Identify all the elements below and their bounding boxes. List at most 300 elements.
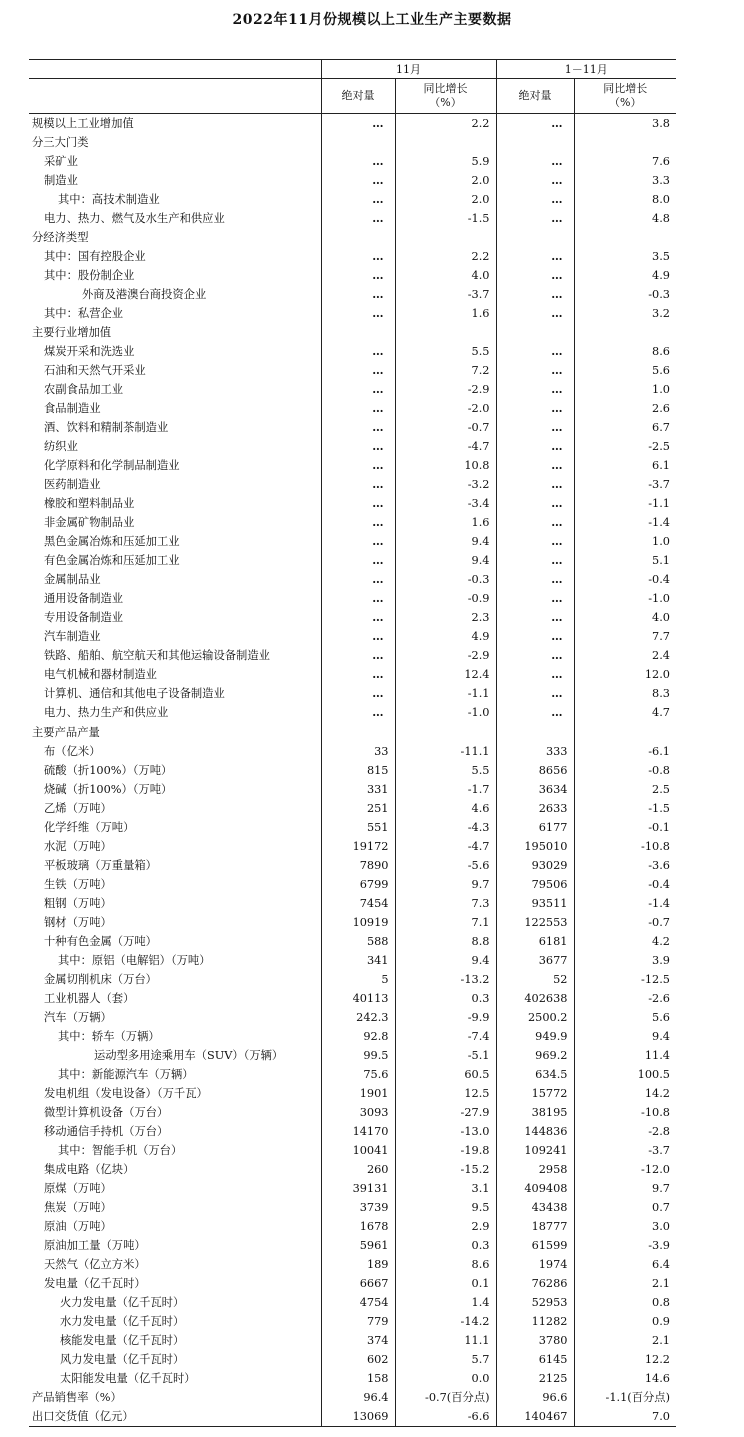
ytd-abs-value: … bbox=[496, 627, 574, 646]
table-row bbox=[29, 1388, 676, 1407]
table-row bbox=[29, 799, 676, 818]
row-label: 制造业 bbox=[44, 174, 78, 188]
month-growth-value: 7.1 bbox=[395, 913, 496, 932]
month-growth-value bbox=[395, 723, 496, 742]
month-growth-value: 8.6 bbox=[395, 1255, 496, 1274]
month-growth-value: -7.4 bbox=[395, 1027, 496, 1046]
month-growth-value: -14.2 bbox=[395, 1312, 496, 1331]
table-row bbox=[29, 780, 676, 799]
table-row bbox=[29, 342, 676, 361]
ytd-growth-value: 12.2 bbox=[574, 1350, 676, 1369]
table-row bbox=[29, 494, 676, 513]
month-abs-value: … bbox=[321, 266, 395, 285]
month-growth-value: -13.0 bbox=[395, 1122, 496, 1141]
ytd-growth-value: 2.1 bbox=[574, 1331, 676, 1350]
ytd-growth-value: 12.0 bbox=[574, 665, 676, 684]
month-abs-value: … bbox=[321, 703, 395, 722]
row-label: 生铁（万吨） bbox=[44, 877, 112, 891]
month-abs-value: 99.5 bbox=[321, 1046, 395, 1065]
month-abs-value: 7890 bbox=[321, 856, 395, 875]
ytd-growth-value: -1.5 bbox=[574, 799, 676, 818]
month-growth-value: 60.5 bbox=[395, 1065, 496, 1084]
row-label: 有色金属冶炼和压延加工业 bbox=[44, 554, 180, 568]
month-abs-value: 158 bbox=[321, 1369, 395, 1388]
row-label: 风力发电量（亿千瓦时） bbox=[60, 1353, 185, 1367]
ytd-abs-value: … bbox=[496, 114, 574, 134]
row-label: 黑色金属冶炼和压延加工业 bbox=[44, 535, 180, 549]
month-growth-value: 2.0 bbox=[395, 171, 496, 190]
table-row bbox=[29, 894, 676, 913]
row-label: 电力、热力生产和供应业 bbox=[44, 706, 169, 720]
row-label: 微型计算机设备（万台） bbox=[44, 1105, 169, 1119]
month-abs-value: … bbox=[321, 361, 395, 380]
month-growth-value: -1.1 bbox=[395, 684, 496, 703]
ytd-growth-value: -2.8 bbox=[574, 1122, 676, 1141]
month-growth-value: -13.2 bbox=[395, 970, 496, 989]
row-label: 铁路、船舶、航空航天和其他运输设备制造业 bbox=[44, 649, 270, 663]
table-row bbox=[29, 684, 676, 703]
month-growth-value: 9.4 bbox=[395, 951, 496, 970]
month-growth-value: -9.9 bbox=[395, 1008, 496, 1027]
ytd-abs-value bbox=[496, 323, 574, 342]
row-label: 核能发电量（亿千瓦时） bbox=[60, 1334, 185, 1347]
ytd-abs-value: 2633 bbox=[496, 799, 574, 818]
ytd-growth-value bbox=[574, 133, 676, 152]
month-abs-value: 3739 bbox=[321, 1198, 395, 1217]
ytd-growth-value: -3.7 bbox=[574, 475, 676, 494]
month-abs-value: 75.6 bbox=[321, 1065, 395, 1084]
month-growth-value: -11.1 bbox=[395, 742, 496, 761]
month-growth-value: -4.3 bbox=[395, 818, 496, 837]
row-label: 粗钢（万吨） bbox=[44, 896, 112, 910]
month-abs-value bbox=[321, 723, 395, 742]
table-row bbox=[29, 818, 676, 837]
month-abs-value: … bbox=[321, 437, 395, 456]
month-growth-value: -3.7 bbox=[395, 285, 496, 304]
table-row bbox=[29, 114, 676, 134]
month-abs-value bbox=[321, 133, 395, 152]
month-growth-value: -0.3 bbox=[395, 570, 496, 589]
month-growth-value: -1.5 bbox=[395, 209, 496, 228]
ytd-growth-value: 0.7 bbox=[574, 1198, 676, 1217]
row-label: 天然气（亿立方米） bbox=[44, 1257, 146, 1271]
month-growth-value: 2.2 bbox=[395, 247, 496, 266]
month-growth-value: 2.9 bbox=[395, 1217, 496, 1236]
month-abs-value: … bbox=[321, 190, 395, 209]
row-label: 平板玻璃（万重量箱） bbox=[44, 858, 157, 872]
ytd-abs-value: … bbox=[496, 475, 574, 494]
ytd-growth-value: -0.4 bbox=[574, 875, 676, 894]
table-row bbox=[29, 1027, 676, 1046]
table-row bbox=[29, 627, 676, 646]
month-growth-value: -1.7 bbox=[395, 780, 496, 799]
ytd-abs-value: … bbox=[496, 665, 574, 684]
table-row bbox=[29, 532, 676, 551]
table-row bbox=[29, 551, 676, 570]
ytd-abs-value: 8656 bbox=[496, 761, 574, 780]
ytd-abs-value: … bbox=[496, 247, 574, 266]
ytd-abs-value: 61599 bbox=[496, 1236, 574, 1255]
header-ytd-growth bbox=[574, 79, 676, 114]
table-row bbox=[29, 570, 676, 589]
ytd-growth-value: -0.4 bbox=[574, 570, 676, 589]
month-growth-value: -2.9 bbox=[395, 380, 496, 399]
ytd-growth-value: 4.7 bbox=[574, 703, 676, 722]
month-growth-value: -4.7 bbox=[395, 837, 496, 856]
ytd-growth-value: -1.1(百分点) bbox=[574, 1388, 676, 1407]
ytd-abs-value: … bbox=[496, 551, 574, 570]
table-row bbox=[29, 837, 676, 856]
table-row bbox=[29, 1312, 676, 1331]
month-abs-value: 815 bbox=[321, 761, 395, 780]
row-label: 主要产品产量 bbox=[32, 725, 100, 739]
ytd-abs-value: … bbox=[496, 646, 574, 665]
month-growth-value: 2.2 bbox=[395, 114, 496, 134]
table-row bbox=[29, 152, 676, 171]
row-label: 移动通信手持机（万台） bbox=[44, 1124, 169, 1138]
table-row bbox=[29, 723, 676, 742]
table-row bbox=[29, 608, 676, 627]
month-growth-value: -1.0 bbox=[395, 703, 496, 722]
table-row bbox=[29, 761, 676, 780]
month-growth-value: -3.2 bbox=[395, 475, 496, 494]
table-row bbox=[29, 1160, 676, 1179]
row-label: 其中：智能手机（万台） bbox=[58, 1143, 183, 1157]
ytd-abs-value: … bbox=[496, 399, 574, 418]
ytd-abs-value: 409408 bbox=[496, 1179, 574, 1198]
ytd-abs-value: 2500.2 bbox=[496, 1008, 574, 1027]
month-abs-value: … bbox=[321, 342, 395, 361]
row-label: 发电机组（发电设备）（万千瓦） bbox=[44, 1086, 208, 1100]
month-growth-value: 9.4 bbox=[395, 551, 496, 570]
row-label: 农副食品加工业 bbox=[44, 383, 124, 397]
row-label: 金属制品业 bbox=[44, 573, 101, 587]
month-abs-value: … bbox=[321, 418, 395, 437]
row-label: 食品制造业 bbox=[44, 402, 101, 416]
month-abs-value: … bbox=[321, 114, 395, 134]
table-row bbox=[29, 970, 676, 989]
ytd-growth-value: -6.1 bbox=[574, 742, 676, 761]
ytd-abs-value: 6177 bbox=[496, 818, 574, 837]
ytd-abs-value: 76286 bbox=[496, 1274, 574, 1293]
ytd-abs-value: … bbox=[496, 703, 574, 722]
ytd-growth-value: -10.8 bbox=[574, 837, 676, 856]
ytd-abs-value: 6181 bbox=[496, 932, 574, 951]
month-growth-value: 1.6 bbox=[395, 513, 496, 532]
ytd-growth-value: 3.2 bbox=[574, 304, 676, 323]
table-row bbox=[29, 228, 676, 247]
month-abs-value: … bbox=[321, 589, 395, 608]
ytd-abs-value: … bbox=[496, 437, 574, 456]
row-label: 火力发电量（亿千瓦时） bbox=[60, 1295, 185, 1309]
row-label: 非金属矿物制品业 bbox=[44, 516, 135, 530]
month-growth-value: 5.5 bbox=[395, 761, 496, 780]
month-abs-value: … bbox=[321, 285, 395, 304]
ytd-growth-value: 5.6 bbox=[574, 1008, 676, 1027]
ytd-growth-value: 7.7 bbox=[574, 627, 676, 646]
month-abs-value: 1678 bbox=[321, 1217, 395, 1236]
table-row bbox=[29, 1122, 676, 1141]
ytd-abs-value: 2958 bbox=[496, 1160, 574, 1179]
table-row bbox=[29, 1407, 676, 1427]
data-table bbox=[29, 59, 676, 1427]
ytd-abs-value: 3677 bbox=[496, 951, 574, 970]
month-abs-value: 19172 bbox=[321, 837, 395, 856]
ytd-abs-value: … bbox=[496, 209, 574, 228]
ytd-abs-value: 96.6 bbox=[496, 1388, 574, 1407]
ytd-abs-value: 140467 bbox=[496, 1407, 574, 1427]
row-label: 工业机器人（套） bbox=[44, 991, 135, 1005]
table-row bbox=[29, 913, 676, 932]
ytd-abs-value: … bbox=[496, 418, 574, 437]
ytd-growth-value: 3.0 bbox=[574, 1217, 676, 1236]
ytd-growth-value: 9.7 bbox=[574, 1179, 676, 1198]
ytd-abs-value: … bbox=[496, 532, 574, 551]
table-row bbox=[29, 437, 676, 456]
month-abs-value: … bbox=[321, 646, 395, 665]
ytd-growth-value: -1.4 bbox=[574, 894, 676, 913]
table-row bbox=[29, 209, 676, 228]
header-row-periods bbox=[29, 60, 676, 79]
table-row bbox=[29, 932, 676, 951]
ytd-abs-value: … bbox=[496, 589, 574, 608]
ytd-abs-value: 18777 bbox=[496, 1217, 574, 1236]
month-abs-value: … bbox=[321, 247, 395, 266]
table-row bbox=[29, 323, 676, 342]
table-row bbox=[29, 1217, 676, 1236]
row-label: 电力、热力、燃气及水生产和供应业 bbox=[44, 212, 225, 226]
ytd-abs-value: … bbox=[496, 684, 574, 703]
ytd-abs-value: 6145 bbox=[496, 1350, 574, 1369]
ytd-growth-value: -2.5 bbox=[574, 437, 676, 456]
month-growth-value: 4.0 bbox=[395, 266, 496, 285]
row-label: 原煤（万吨） bbox=[44, 1181, 112, 1195]
ytd-abs-value: … bbox=[496, 456, 574, 475]
month-growth-value: -3.4 bbox=[395, 494, 496, 513]
row-label: 化学原料和化学制品制造业 bbox=[44, 459, 180, 473]
table-row bbox=[29, 989, 676, 1008]
ytd-growth-value: 6.7 bbox=[574, 418, 676, 437]
ytd-abs-value: 11282 bbox=[496, 1312, 574, 1331]
row-label: 橡胶和塑料制品业 bbox=[44, 497, 135, 511]
ytd-growth-value: -0.3 bbox=[574, 285, 676, 304]
table-row bbox=[29, 1065, 676, 1084]
ytd-growth-value: -0.1 bbox=[574, 818, 676, 837]
month-abs-value: 7454 bbox=[321, 894, 395, 913]
month-abs-value: 6799 bbox=[321, 875, 395, 894]
ytd-abs-value: … bbox=[496, 494, 574, 513]
table-row bbox=[29, 1179, 676, 1198]
month-growth-value: 12.4 bbox=[395, 665, 496, 684]
table-row bbox=[29, 418, 676, 437]
month-abs-value: 40113 bbox=[321, 989, 395, 1008]
header-month-abs: 绝对量 bbox=[321, 79, 395, 114]
month-abs-value: … bbox=[321, 684, 395, 703]
month-growth-value: -2.9 bbox=[395, 646, 496, 665]
table-row bbox=[29, 247, 676, 266]
table-body bbox=[29, 114, 676, 1427]
table-row bbox=[29, 133, 676, 152]
ytd-abs-value: … bbox=[496, 608, 574, 627]
month-abs-value: 5 bbox=[321, 970, 395, 989]
header-indicator-cell-2 bbox=[29, 79, 321, 114]
ytd-abs-value: 2125 bbox=[496, 1369, 574, 1388]
month-growth-value: 3.1 bbox=[395, 1179, 496, 1198]
month-abs-value: 602 bbox=[321, 1350, 395, 1369]
page-title: 2022年11月份规模以上工业生产主要数据 bbox=[232, 12, 512, 28]
month-growth-value bbox=[395, 133, 496, 152]
row-label: 其中：轿车（万辆） bbox=[58, 1029, 160, 1043]
ytd-growth-value: -12.5 bbox=[574, 970, 676, 989]
month-growth-value: 9.7 bbox=[395, 875, 496, 894]
month-abs-value: 5961 bbox=[321, 1236, 395, 1255]
month-abs-value: 96.4 bbox=[321, 1388, 395, 1407]
month-abs-value: 551 bbox=[321, 818, 395, 837]
ytd-growth-value: 3.9 bbox=[574, 951, 676, 970]
row-label: 通用设备制造业 bbox=[44, 592, 124, 606]
row-label: 原油加工量（万吨） bbox=[44, 1238, 146, 1252]
table-row bbox=[29, 646, 676, 665]
month-growth-value: 5.9 bbox=[395, 152, 496, 171]
month-growth-value: 11.1 bbox=[395, 1331, 496, 1350]
table-row bbox=[29, 1369, 676, 1388]
table-row bbox=[29, 951, 676, 970]
table-row bbox=[29, 742, 676, 761]
row-label: 太阳能发电量（亿千瓦时） bbox=[60, 1372, 196, 1386]
row-label: 出口交货值（亿元） bbox=[29, 1407, 321, 1427]
header-growth-label: 同比增长 bbox=[603, 82, 648, 95]
month-abs-value bbox=[321, 323, 395, 342]
row-label: 其中：国有控股企业 bbox=[44, 250, 146, 264]
month-growth-value: 7.3 bbox=[395, 894, 496, 913]
ytd-abs-value: … bbox=[496, 152, 574, 171]
month-abs-value: 39131 bbox=[321, 1179, 395, 1198]
ytd-abs-value: … bbox=[496, 171, 574, 190]
month-growth-value: 7.2 bbox=[395, 361, 496, 380]
ytd-growth-value: -1.1 bbox=[574, 494, 676, 513]
ytd-growth-value: -1.0 bbox=[574, 589, 676, 608]
ytd-growth-value: 5.1 bbox=[574, 551, 676, 570]
ytd-growth-value: 3.3 bbox=[574, 171, 676, 190]
table-row bbox=[29, 380, 676, 399]
ytd-growth-value: 8.0 bbox=[574, 190, 676, 209]
ytd-abs-value: 52953 bbox=[496, 1293, 574, 1312]
month-abs-value: 779 bbox=[321, 1312, 395, 1331]
ytd-abs-value: … bbox=[496, 342, 574, 361]
row-label: 采矿业 bbox=[44, 155, 78, 169]
header-growth-unit: （%） bbox=[609, 96, 642, 109]
ytd-growth-value: -2.6 bbox=[574, 989, 676, 1008]
month-abs-value: … bbox=[321, 304, 395, 323]
table-row bbox=[29, 475, 676, 494]
ytd-abs-value: 144836 bbox=[496, 1122, 574, 1141]
row-label: 汽车制造业 bbox=[44, 630, 101, 644]
row-label: 汽车（万辆） bbox=[44, 1010, 112, 1024]
row-label: 运动型多用途乘用车（SUV）（万辆） bbox=[94, 1048, 284, 1062]
month-abs-value: 242.3 bbox=[321, 1008, 395, 1027]
header-indicator-cell bbox=[29, 60, 321, 79]
row-label: 其中：原铝（电解铝）（万吨） bbox=[58, 953, 211, 967]
ytd-abs-value: 1974 bbox=[496, 1255, 574, 1274]
month-abs-value: … bbox=[321, 494, 395, 513]
row-label: 十种有色金属（万吨） bbox=[44, 934, 157, 948]
ytd-growth-value: 7.6 bbox=[574, 152, 676, 171]
month-abs-value: … bbox=[321, 209, 395, 228]
ytd-growth-value: 9.4 bbox=[574, 1027, 676, 1046]
month-growth-value: -5.1 bbox=[395, 1046, 496, 1065]
ytd-growth-value: 2.4 bbox=[574, 646, 676, 665]
row-label: 硫酸（折100%）（万吨） bbox=[44, 763, 173, 777]
ytd-abs-value: … bbox=[496, 266, 574, 285]
month-growth-value: 0.3 bbox=[395, 989, 496, 1008]
row-label: 分三大门类 bbox=[32, 136, 89, 150]
ytd-growth-value: 3.8 bbox=[574, 114, 676, 134]
row-label: 水力发电量（亿千瓦时） bbox=[60, 1314, 185, 1328]
ytd-growth-value bbox=[574, 723, 676, 742]
month-abs-value: 251 bbox=[321, 799, 395, 818]
month-growth-value: 9.5 bbox=[395, 1198, 496, 1217]
header-growth-label: 同比增长 bbox=[423, 82, 468, 95]
row-label: 电气机械和器材制造业 bbox=[44, 668, 157, 682]
ytd-abs-value: … bbox=[496, 285, 574, 304]
ytd-growth-value: 100.5 bbox=[574, 1065, 676, 1084]
header-month-growth bbox=[395, 79, 496, 114]
ytd-abs-value: … bbox=[496, 361, 574, 380]
month-growth-value: -4.7 bbox=[395, 437, 496, 456]
ytd-abs-value: … bbox=[496, 304, 574, 323]
row-label: 纺织业 bbox=[44, 440, 78, 454]
ytd-abs-value bbox=[496, 723, 574, 742]
header-period-month: 11月 bbox=[321, 60, 496, 79]
table-row bbox=[29, 1350, 676, 1369]
table-row bbox=[29, 1236, 676, 1255]
month-growth-value: 0.0 bbox=[395, 1369, 496, 1388]
month-abs-value: … bbox=[321, 665, 395, 684]
table-row bbox=[29, 589, 676, 608]
ytd-growth-value: 3.5 bbox=[574, 247, 676, 266]
month-abs-value bbox=[321, 228, 395, 247]
table-row bbox=[29, 875, 676, 894]
ytd-abs-value: 3780 bbox=[496, 1331, 574, 1350]
ytd-abs-value: … bbox=[496, 380, 574, 399]
ytd-abs-value: 52 bbox=[496, 970, 574, 989]
month-abs-value: … bbox=[321, 513, 395, 532]
row-label: 其中：新能源汽车（万辆） bbox=[58, 1067, 194, 1081]
month-growth-value: -19.8 bbox=[395, 1141, 496, 1160]
header-ytd-abs: 绝对量 bbox=[496, 79, 574, 114]
row-label: 酒、饮料和精制茶制造业 bbox=[44, 421, 169, 435]
table-row bbox=[29, 703, 676, 722]
month-abs-value: … bbox=[321, 627, 395, 646]
ytd-growth-value: 7.0 bbox=[574, 1407, 676, 1427]
month-abs-value: … bbox=[321, 475, 395, 494]
ytd-abs-value: 15772 bbox=[496, 1084, 574, 1103]
month-growth-value: 4.9 bbox=[395, 627, 496, 646]
table-row bbox=[29, 1255, 676, 1274]
ytd-growth-value: 4.8 bbox=[574, 209, 676, 228]
month-abs-value: 10919 bbox=[321, 913, 395, 932]
row-label: 集成电路（亿块） bbox=[44, 1162, 135, 1176]
ytd-abs-value: 402638 bbox=[496, 989, 574, 1008]
table-row bbox=[29, 1274, 676, 1293]
month-abs-value: 3093 bbox=[321, 1103, 395, 1122]
ytd-growth-value: 5.6 bbox=[574, 361, 676, 380]
table-row bbox=[29, 1046, 676, 1065]
ytd-abs-value: 195010 bbox=[496, 837, 574, 856]
month-abs-value: 588 bbox=[321, 932, 395, 951]
month-abs-value: 331 bbox=[321, 780, 395, 799]
ytd-growth-value: 2.5 bbox=[574, 780, 676, 799]
